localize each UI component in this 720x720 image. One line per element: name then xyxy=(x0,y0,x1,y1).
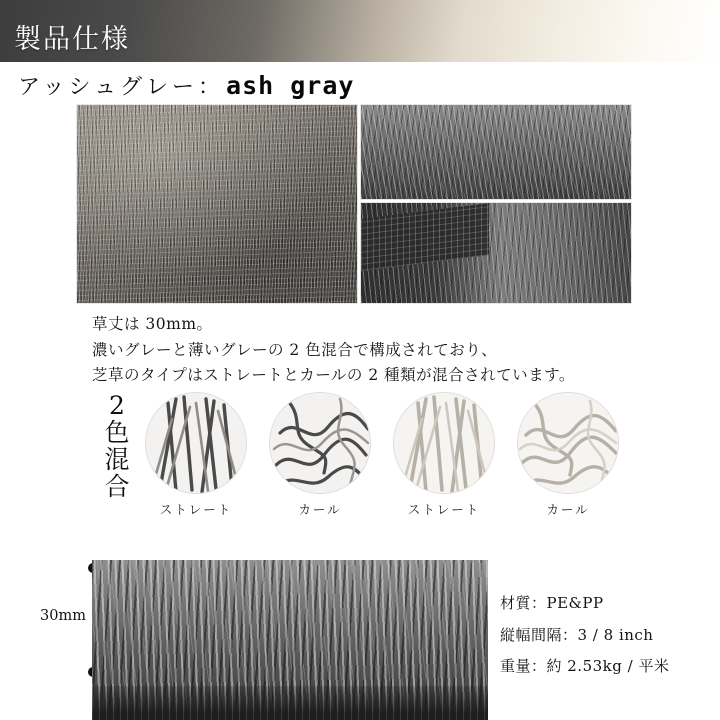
spec-list xyxy=(500,588,669,683)
description-line-1: 草丈は 30mm。 xyxy=(92,315,213,333)
fiber-sample-1-image xyxy=(145,392,247,494)
color-name-separator: ： xyxy=(198,75,221,100)
fiber-sample-2-image xyxy=(269,392,371,494)
turf-profile-photo xyxy=(92,560,488,720)
product-photo-collage xyxy=(76,104,632,304)
fiber-sample-3 xyxy=(388,392,500,518)
fiber-sample-4-caption: カール xyxy=(546,502,590,517)
description-line-2: 濃いグレーと薄いグレーの 2 色混合で構成されており、 xyxy=(92,340,498,359)
color-name-jp: アッシュグレー xyxy=(18,75,199,100)
fiber-sample-2 xyxy=(264,392,376,518)
spec-material: 材質：PE&PP xyxy=(500,594,604,612)
spec-gauge: 縦幅間隔：3 / 8 inch xyxy=(500,625,654,644)
fiber-sample-2-caption: カール xyxy=(298,502,342,517)
page-header-banner xyxy=(0,0,720,62)
turf-profile-base xyxy=(92,686,488,720)
color-name-heading xyxy=(18,70,354,101)
curl-fiber-light-icon xyxy=(518,393,619,494)
turf-side-view-photo xyxy=(360,104,632,200)
mix-label-char-2: 混 xyxy=(104,445,130,474)
fiber-sample-4-image xyxy=(517,392,619,494)
turf-backing-view-photo xyxy=(360,202,632,304)
fiber-type-gallery xyxy=(140,392,620,537)
fiber-sample-3-caption: ストレート xyxy=(407,502,481,517)
spec-weight: 重量：約 2.53kg / 平米 xyxy=(500,657,670,675)
fiber-sample-3-image xyxy=(393,392,495,494)
fiber-sample-1 xyxy=(140,392,252,518)
measurement-label: 30mm xyxy=(40,608,86,624)
fiber-sample-1-caption: ストレート xyxy=(159,502,233,517)
height-measurement xyxy=(36,560,96,680)
turf-top-view-photo xyxy=(76,104,358,304)
mix-label-char-3: 合 xyxy=(104,472,130,501)
page-title: 製品仕様 xyxy=(14,24,130,55)
turf-backing-mesh xyxy=(361,203,489,271)
two-color-mix-label xyxy=(96,392,138,500)
straight-fiber-dark-icon xyxy=(146,393,247,494)
color-name-en: ash gray xyxy=(226,71,355,100)
mix-label-char-1: 色 xyxy=(104,418,130,447)
curl-fiber-dark-icon xyxy=(270,393,371,494)
fiber-sample-4 xyxy=(512,392,624,518)
mix-label-char-0: 2 xyxy=(109,391,125,420)
product-description xyxy=(92,312,575,389)
straight-fiber-light-icon xyxy=(394,393,495,494)
description-line-3: 芝草のタイプはストレートとカールの 2 種類が混合されています。 xyxy=(92,366,575,385)
